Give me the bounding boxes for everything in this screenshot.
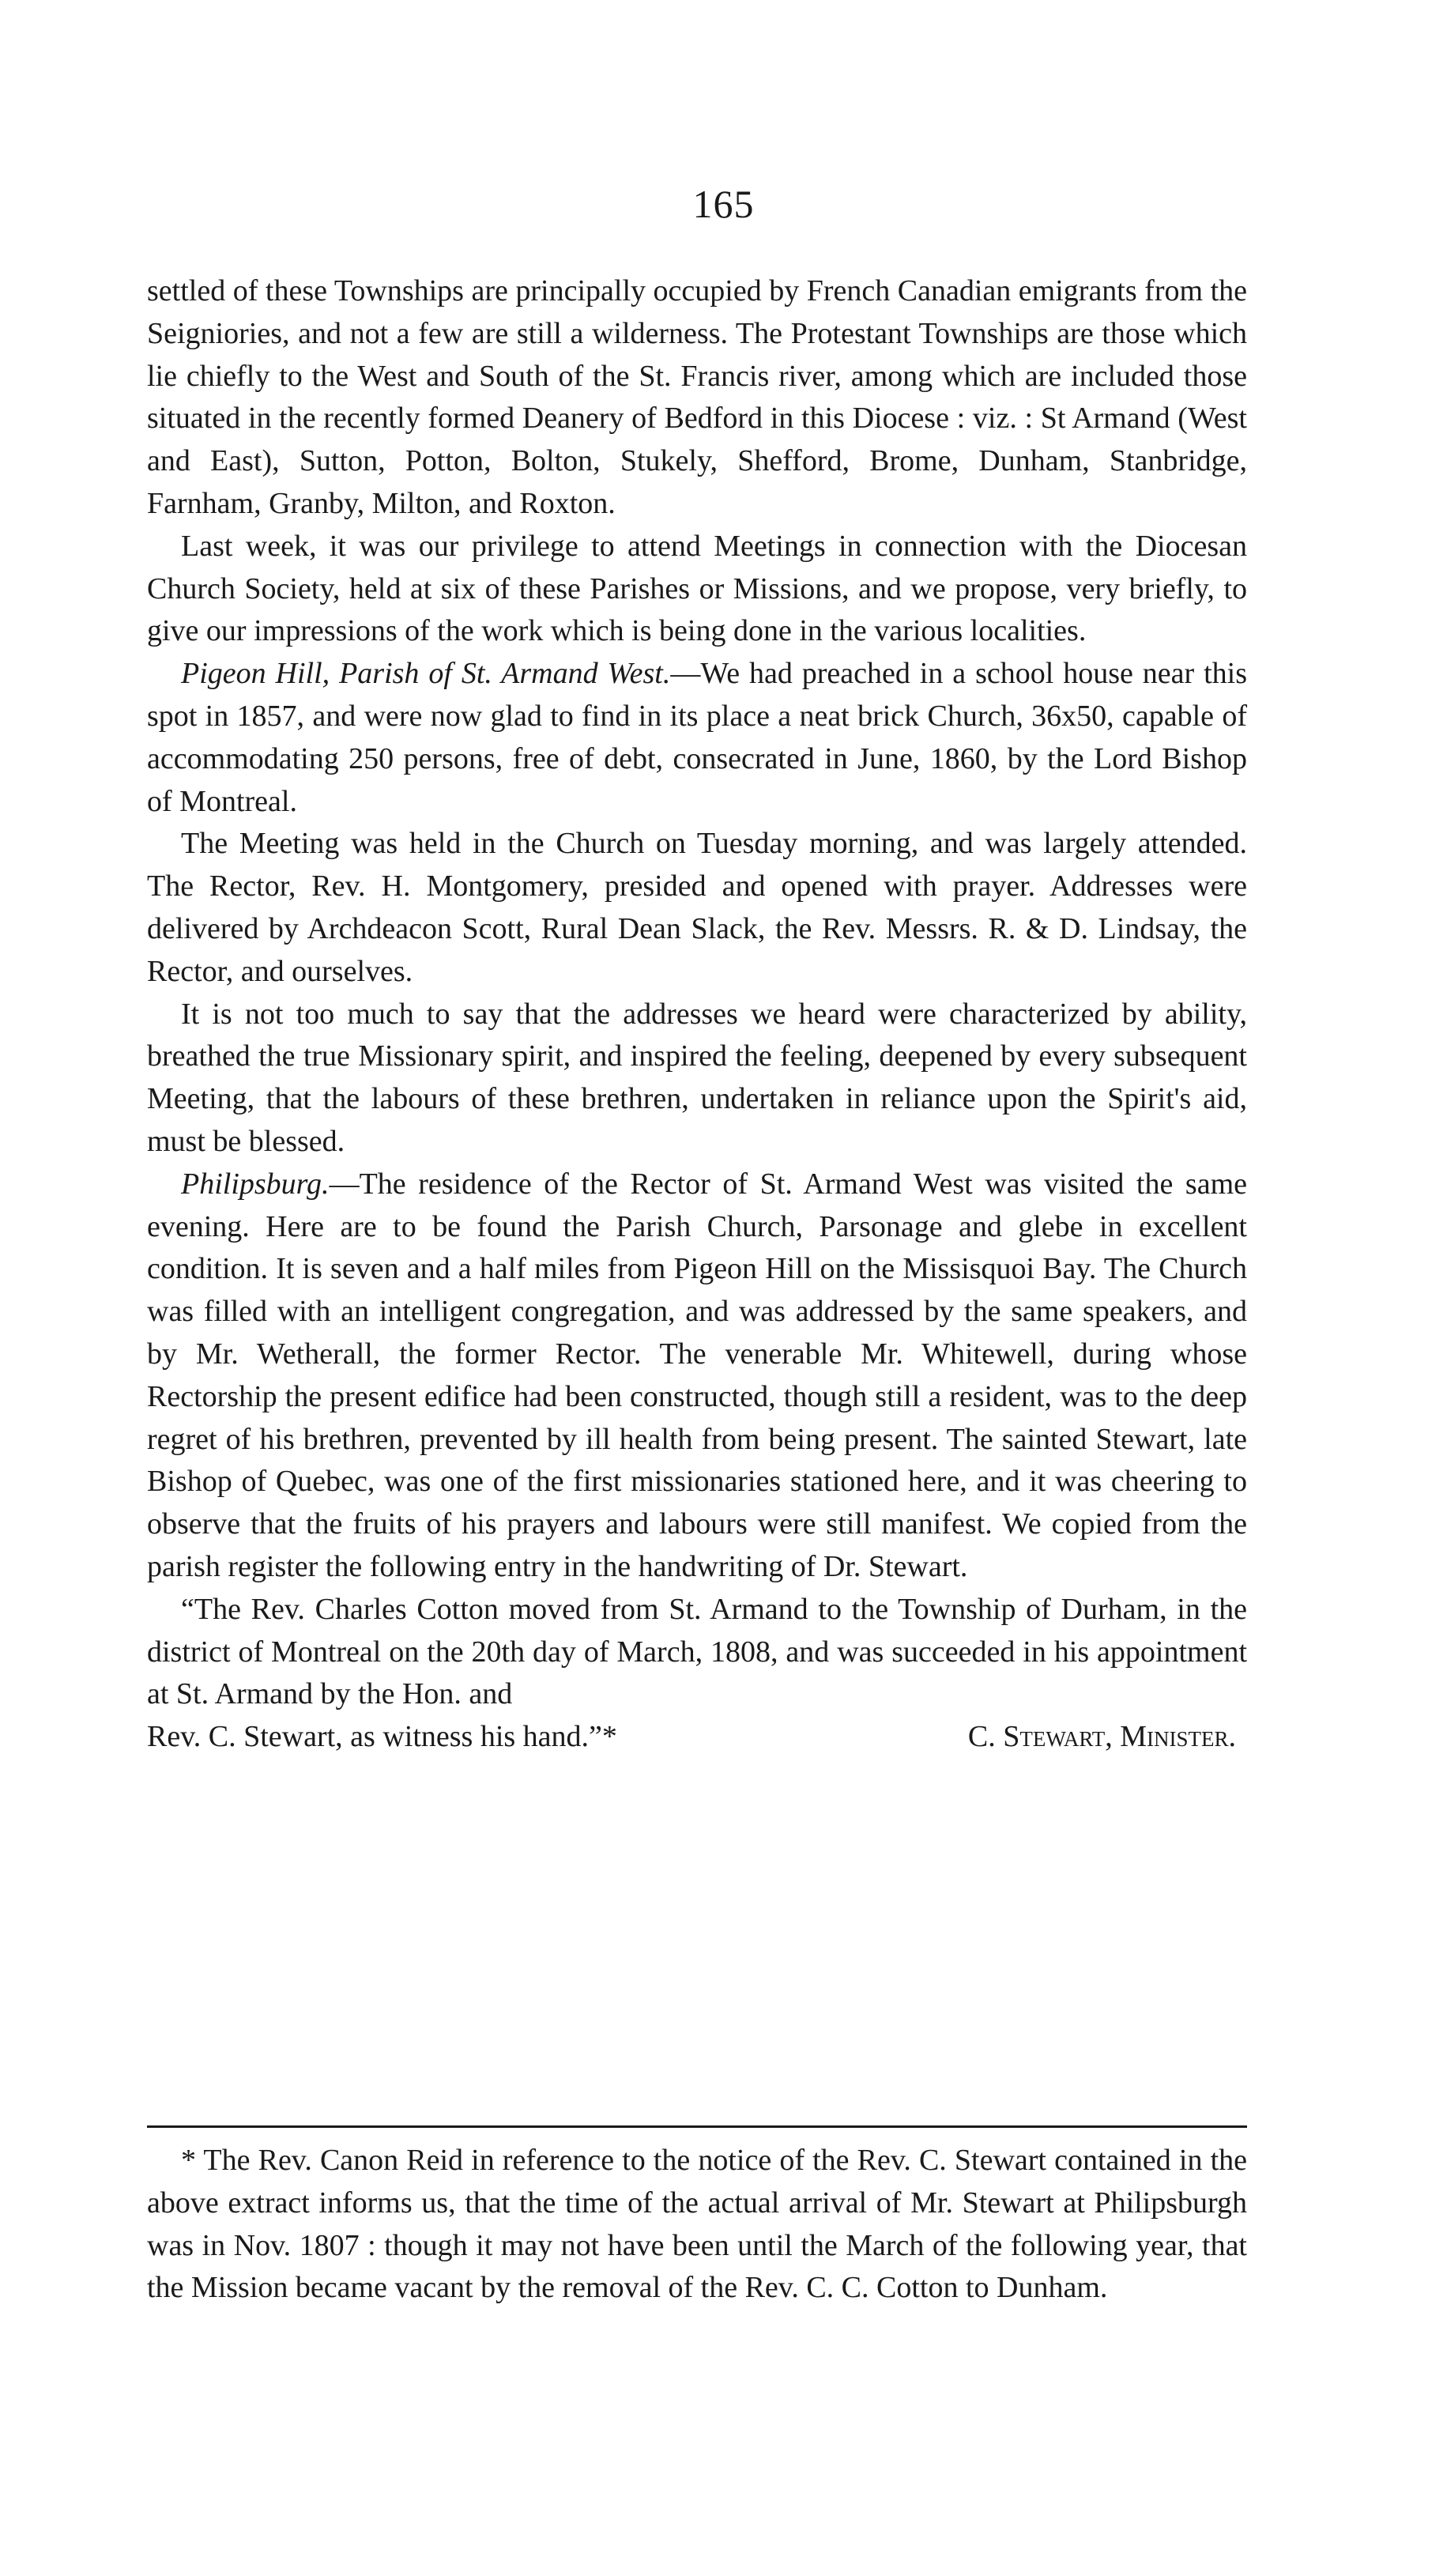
page-number: 165	[692, 182, 755, 226]
quote-signature-line	[147, 1716, 1247, 1759]
paragraph-pigeon-hill-text: —We had preached in a school house near this spot in 1857, and were now glad to find in its place a neat brick Church, 36x50, capable of accommodating 250 persons, free of debt, consecrated in June, 1860, by the Lord Bishop of Montreal.	[147, 657, 1247, 818]
footnote-rule	[147, 2125, 1247, 2128]
signature: C. Stewart, Minister.	[967, 1720, 1236, 1754]
paragraph-townships: settled of these Townships are principally occupied by French Canadian emigrants from the Seigniories, and not a few are still a wilderness. The Protestant Townships are those which lie chiefly to the West and South of the St. Francis river, among which are included those situated in the recently formed Deanery of Bedford in this Diocese : viz. : St Armand (West and East), Sutton, Potton, Bolton, Stukely, Shefford, Brome, Dunham, Stanbridge, Farnham, Granby, Milton, and Roxton.	[147, 274, 1247, 520]
quote-last-line: Rev. C. Stewart, as witness his hand.”*	[147, 1720, 617, 1754]
section-lead-philipsburg: Philipsburg.	[181, 1167, 330, 1201]
section-lead-pigeon-hill: Pigeon Hill, Parish of St. Armand West.	[181, 657, 671, 691]
footnote	[147, 2140, 1247, 2310]
paragraph-register-quote: “The Rev. Charles Cotton moved from St. Armand to the Township of Durham, in the district of Montreal on the 20th day of March, 1808, and was succeeded in his appointment at St. Armand by the Hon. and	[147, 1592, 1247, 1711]
paragraph-meeting-church: The Meeting was held in the Church on Tuesday morning, and was largely attended. The Rector, Rev. H. Montgomery, presided and opened with prayer. Addresses were delivered by Archdeacon Scott, Rural Dean Slack, the Rev. Messrs. R. & D. Lindsay, the Rector, and ourselves.	[147, 827, 1247, 988]
footnote-text: * The Rev. Canon Reid in reference to the notice of the Rev. C. Stewart contained in the above extract informs us, that the time of the actual arrival of Mr. Stewart at Philipsburgh was in Nov. 1807 : though it may not have been until the March of the following year, that the Mission became vacant by the removal of the Rev. C. C. Cotton to Dunham.	[147, 2144, 1247, 2305]
paragraph-meetings: Last week, it was our privilege to attend Meetings in connection with the Diocesan Church Society, held at six of these Parishes or Missions, and we propose, very briefly, to give our impressions of the work which is being done in the various localities.	[147, 529, 1247, 648]
body-text	[147, 270, 1247, 1759]
paragraph-philipsburg-text: —The residence of the Rector of St. Armand West was visited the same evening. Here are to be found the Parish Church, Parsonage and glebe in excellent condition. It is seven and a half miles from Pigeon Hill on the Missisquoi Bay. The Church was filled with an intelligent congregation, and was addressed by the same speakers, and by Mr. Wetherall, the former Rector. The venerable Mr. Whitewell, during whose Rectorship the present edifice had been constructed, though still a resident, was to the deep regret of his brethren, prevented by ill health from being present. The sainted Stewart, late Bishop of Quebec, was one of the first missionaries stationed here, and it was cheering to observe that the fruits of his prayers and labours were still manifest. We copied from the parish register the following entry in the handwriting of Dr. Stewart.	[147, 1167, 1247, 1583]
paragraph-pigeon-hill	[147, 653, 1247, 823]
paragraph-philipsburg	[147, 1164, 1247, 1589]
paragraph-addresses: It is not too much to say that the addresses we heard were characterized by ability, breathed the true Missionary spirit, and inspired the feeling, deepened by every subsequent Meeting, that the labours of these brethren, undertaken in reliance upon the Spirit's aid, must be blessed.	[147, 997, 1247, 1158]
